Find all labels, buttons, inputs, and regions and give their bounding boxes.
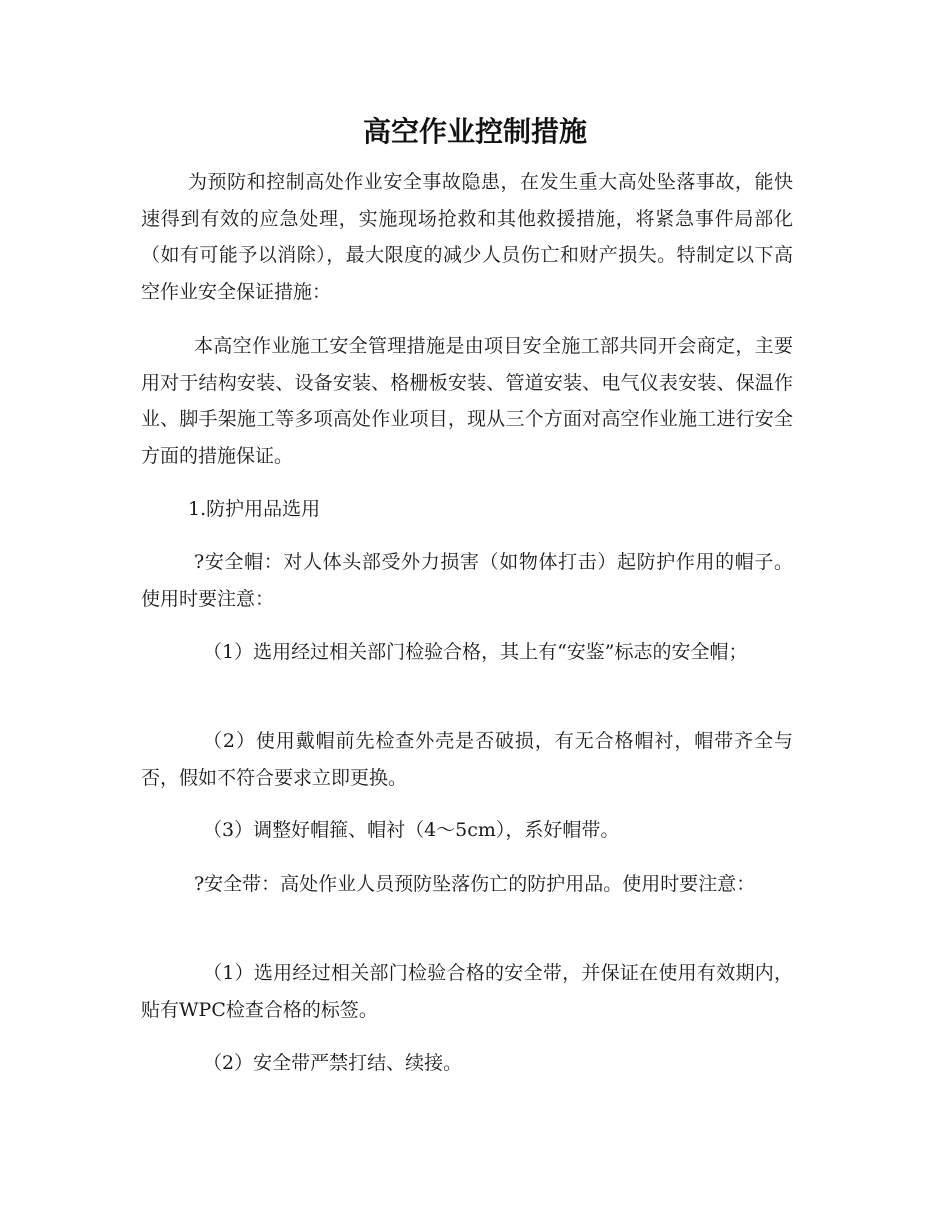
- belt-item-1: （1）选用经过相关部门检验合格的安全带，并保证在使用有效期内，贴有WPC检查合格的标签。: [141, 962, 793, 1021]
- helmet-item-2: （2）使用戴帽前先检查外壳是否破损，有无合格帽衬，帽带齐全与否，假如不符合要求立即更换。: [141, 730, 793, 789]
- helmet-item-3: （3）调整好帽箍、帽衬（4～5cm），系好帽带。: [203, 819, 620, 841]
- helmet-item-1: （1）选用经过相关部门检验合格，其上有“安鉴”标志的安全帽；: [203, 641, 748, 663]
- helmet-paragraph: ?安全帽：对人体头部受外力损害（如物体打击）起防护作用的帽子。使用时要注意：: [141, 551, 793, 610]
- section-heading: 1.防护用品选用: [188, 498, 321, 520]
- document-title: 高空作业控制措施: [362, 115, 587, 148]
- belt-item-2: （2）安全带严禁打结、续接。: [203, 1052, 463, 1074]
- scope-paragraph: 本高空作业施工安全管理措施是由项目安全施工部共同开会商定，主要用对于结构安装、设备安装、格栅板安装、管道安装、电气仪表安装、保温作业、脚手架施工等多项高处作业项目，现从三个方面对高空作业施工进行安全方面的措施保证。: [141, 335, 793, 467]
- belt-paragraph: ?安全带：高处作业人员预防坠落伤亡的防护用品。使用时要注意：: [194, 873, 756, 895]
- intro-paragraph: 为预防和控制高处作业安全事故隐患，在发生重大高处坠落事故，能快速得到有效的应急处理，实施现场抢救和其他救援措施，将紧急事件局部化（如有可能予以消除），最大限度的减少人员伤亡和财产损失。特制定以下高空作业安全保证措施：: [141, 171, 793, 303]
